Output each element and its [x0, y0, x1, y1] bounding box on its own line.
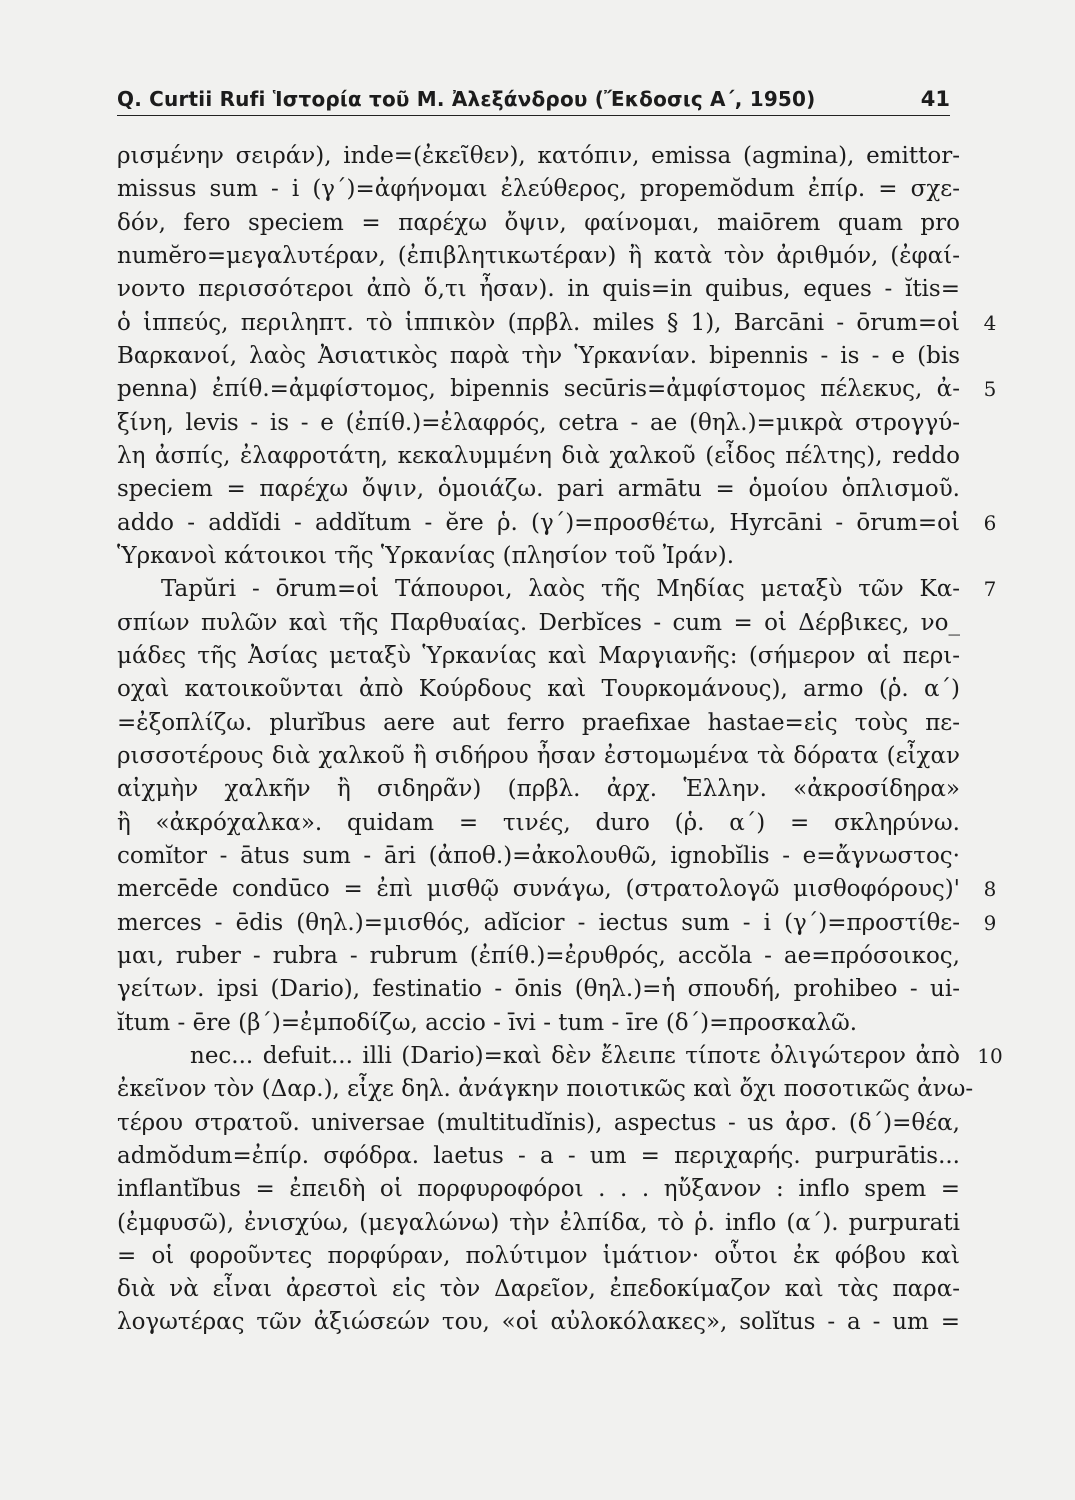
- line-text: Tapŭri - ōrum=οἱ Τάπουροι, λαὸς τῆς Μηδίας μεταξὺ τῶν Κα-: [161, 576, 960, 603]
- text-line: [117, 873, 1017, 906]
- text-line: [117, 707, 1017, 740]
- text-line: [117, 840, 1017, 873]
- text-line: [117, 307, 1017, 340]
- line-text: διὰ νὰ εἶναι ἀρεστοὶ εἰς τὸν Δαρεῖον, ἐπεδοκίμαζον καὶ τὰς παρα-: [117, 1276, 960, 1303]
- line-text: speciem = παρέχω ὄψιν, ὁμοιάζω. pari armātu = ὁμοίου ὁπλισμοῦ.: [117, 476, 960, 503]
- margin-line-number: 7: [983, 577, 997, 602]
- margin-line-number: 10: [977, 1043, 1003, 1068]
- header-title: Q. Curtii Rufi Ἱστορία τοῦ Μ. Ἀλεξάνδρου (Ἔκδοσις Α΄, 1950): [117, 87, 816, 111]
- line-text: σπίων πυλῶν καὶ τῆς Παρθυαίας. Derbĭces - cum = οἱ Δέρβικες, νο_: [117, 609, 960, 636]
- line-text: γείτων. ipsi (Dario), festinatio - ōnis (θηλ.)=ἡ σπουδή, prohibeo - ui-: [117, 976, 960, 1003]
- line-text: λογωτέρας τῶν ἀξιώσεών του, «οἱ αὐλοκόλακες», solĭtus - a - um =: [117, 1309, 960, 1336]
- line-text: ὁ ἱππεύς, περιληπτ. τὸ ἱππικὸν (πρβλ. miles § 1), Barcāni - ōrum=οἱ: [117, 309, 960, 336]
- text-line: [117, 340, 1017, 373]
- text-line: [117, 907, 1017, 940]
- text-line: [117, 1173, 1017, 1206]
- commentary-text: [117, 140, 1017, 1340]
- line-text: νοντο περισσότεροι ἀπὸ ὅ,τι ἦσαν). in quis=in quibus, eques - ĭtis=: [117, 276, 960, 303]
- margin-line-number: 8: [983, 877, 997, 902]
- text-line: [117, 940, 1017, 973]
- line-text: τέρου στρατοῦ. universae (multitudĭnis), aspectus - us ἀρσ. (δ΄)=θέα,: [117, 1109, 960, 1136]
- line-text: = οἱ φοροῦντες πορφύραν, πολύτιμον ἱμάτιον· οὗτοι ἐκ φόβου καὶ: [117, 1242, 960, 1269]
- line-text: inflantĭbus = ἐπειδὴ οἱ πορφυροφόροι . . . ηὔξανον : inflo spem =: [117, 1176, 960, 1203]
- margin-line-number: 5: [983, 377, 997, 402]
- margin-line-number: 4: [983, 310, 997, 335]
- text-line: [117, 1040, 1017, 1073]
- text-line: [117, 1140, 1017, 1173]
- line-text: admŏdum=ἐπίρ. σφόδρα. laetus - a - um = περιχαρής. purpurātis...: [117, 1142, 960, 1169]
- text-line: [117, 773, 1017, 806]
- text-line: [117, 1240, 1017, 1273]
- line-text: (ἐμφυσῶ), ἐνισχύω, (μεγαλώνω) τὴν ἐλπίδα, τὸ ῥ. inflo (α΄). purpurati: [117, 1209, 960, 1236]
- text-line: [117, 1207, 1017, 1240]
- line-text: ξίνη, levis - is - e (ἐπίθ.)=ἐλαφρός, cetra - ae (θηλ.)=μικρὰ στρογγύ-: [117, 409, 960, 436]
- text-line: [117, 473, 1017, 506]
- line-text: λη ἀσπίς, ἐλαφροτάτη, κεκαλυμμένη διὰ χαλκοῦ (εἶδος πέλτης), reddo: [117, 442, 960, 469]
- text-line: [117, 273, 1017, 306]
- text-line: [117, 607, 1017, 640]
- text-line: [117, 240, 1017, 273]
- margin-line-number: 6: [983, 510, 997, 535]
- text-line: [117, 673, 1017, 706]
- running-header: [117, 86, 950, 116]
- line-text: ἐκεῖνον τὸν (Δαρ.), εἶχε δηλ. ἀνάγκην ποιοτικῶς καὶ ὄχι ποσοτικῶς ἀνω-: [117, 1076, 974, 1103]
- text-line: [117, 740, 1017, 773]
- line-text: Βαρκανοί, λαὸς Ἀσιατικὸς παρὰ τὴν Ὑρκανίαν. bipennis - is - e (bis: [117, 342, 960, 369]
- line-text: αἰχμὴν χαλκῆν ἢ σιδηρᾶν) (πρβλ. ἀρχ. Ἑλλην. «ἀκροσίδηρα»: [117, 776, 960, 803]
- line-text: οχαὶ κατοικοῦνται ἀπὸ Κούρδους καὶ Τουρκομάνους), armo (ῥ. α΄): [117, 676, 960, 703]
- text-line: [117, 1306, 1017, 1339]
- line-text: penna) ἐπίθ.=ἀμφίστομος, bipennis secūris=ἀμφίστομος πέλεκυς, ἀ-: [117, 376, 960, 403]
- line-text: =ἐξοπλίζω. plurĭbus aere aut ferro praefixae hastae=εἰς τοὺς πε-: [117, 709, 960, 736]
- text-line: [117, 407, 1017, 440]
- page-number: 41: [920, 87, 950, 111]
- line-text: nec... defuit... illi (Dario)=καὶ δὲν ἔλειπε τίποτε ὀλιγώτερον ἀπὸ: [190, 1042, 960, 1069]
- line-text: addo - addĭdi - addĭtum - ĕre ῥ. (γ΄)=προσθέτω, Hyrcāni - ōrum=οἱ: [117, 509, 960, 536]
- text-line: [117, 507, 1017, 540]
- line-text: merces - ēdis (θηλ.)=μισθός, adĭcior - iectus sum - i (γ΄)=προστίθε-: [117, 909, 960, 936]
- text-line: [117, 173, 1017, 206]
- line-text: δόν, fero speciem = παρέχω ὄψιν, φαίνομαι, maiōrem quam pro: [117, 209, 960, 236]
- text-line: [117, 807, 1017, 840]
- line-text: ĭtum - ēre (β΄)=ἐμποδίζω, accio - īvi - tum - īre (δ΄)=προσκαλῶ.: [117, 1009, 858, 1036]
- line-text: missus sum - i (γ΄)=ἀφήνομαι ἐλεύθερος, propemŏdum ἐπίρ. = σχε-: [117, 176, 960, 203]
- line-text: ρισσοτέρους διὰ χαλκοῦ ἢ σιδήρου ἦσαν ἐστομωμένα τὰ δόρατα (εἶχαν: [117, 742, 960, 769]
- line-text: comĭtor - ātus sum - āri (ἀποθ.)=ἀκολουθῶ, ignobĭlis - e=ἄγνωστος·: [117, 842, 960, 869]
- text-line: [117, 1107, 1017, 1140]
- text-line: [117, 1007, 1017, 1040]
- line-text: Ὑρκανοὶ κάτοικοι τῆς Ὑρκανίας (πλησίον τοῦ Ἰράν).: [117, 542, 735, 569]
- line-text: ἢ «ἀκρόχαλκα». quidam = τινές, duro (ῥ. α΄) = σκληρύνω.: [117, 809, 960, 836]
- line-text: mercēde condūco = ἐπὶ μισθῷ συνάγω, (στρατολογῶ μισθοφόρους)': [117, 876, 960, 903]
- text-line: [117, 573, 1017, 606]
- text-line: [117, 140, 1017, 173]
- line-text: ρισμένην σειράν), inde=(ἐκεῖθεν), κατόπιν, emissa (agmina), emittor-: [117, 143, 960, 169]
- text-line: [117, 1073, 1017, 1106]
- text-line: [117, 973, 1017, 1006]
- line-text: μάδες τῆς Ἀσίας μεταξὺ Ὑρκανίας καὶ Μαργιανῆς: (σήμερον αἱ περι-: [117, 642, 960, 669]
- text-line: [117, 1273, 1017, 1306]
- text-line: [117, 440, 1017, 473]
- line-text: numĕro=μεγαλυτέραν, (ἐπιβλητικωτέραν) ἢ κατὰ τὸν ἀριθμόν, (ἐφαί-: [117, 242, 960, 269]
- text-line: [117, 373, 1017, 406]
- text-line: [117, 540, 1017, 573]
- text-line: [117, 207, 1017, 240]
- margin-line-number: 9: [983, 910, 997, 935]
- text-line: [117, 640, 1017, 673]
- line-text: μαι, ruber - rubra - rubrum (ἐπίθ.)=ἐρυθρός, accŏla - ae=πρόσοικος,: [117, 942, 960, 969]
